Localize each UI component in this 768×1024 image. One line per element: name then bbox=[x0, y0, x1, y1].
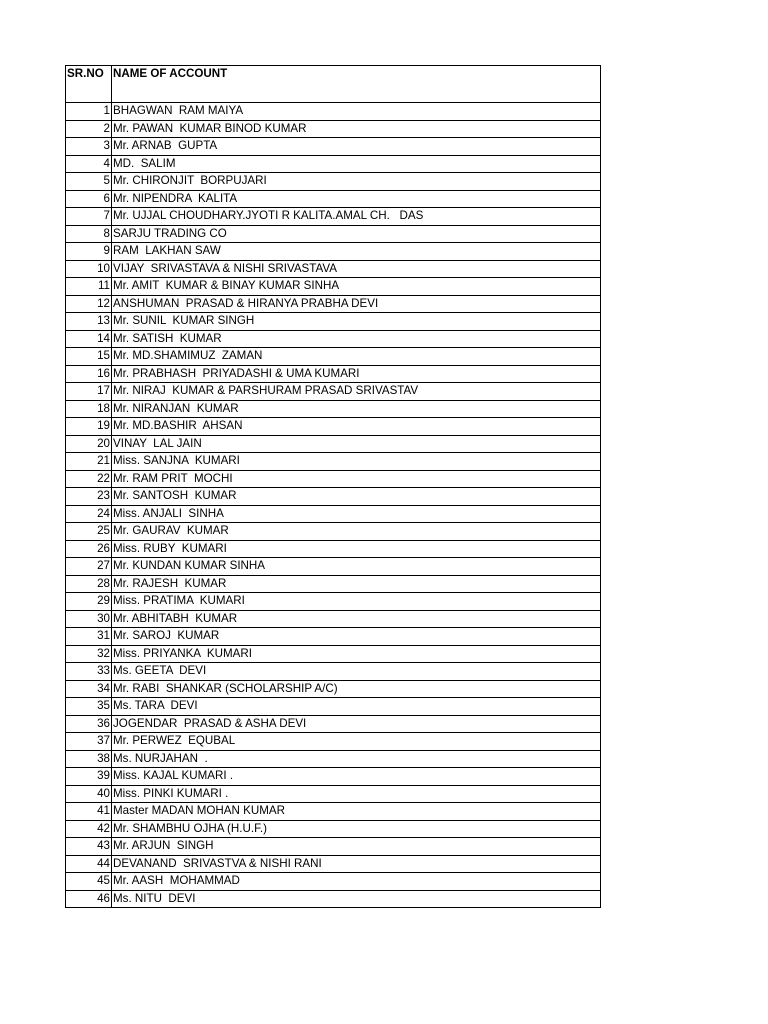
account-name-cell: Ms. GEETA DEVI bbox=[112, 663, 601, 681]
table-row bbox=[66, 680, 601, 698]
account-name-cell: Mr. ARJUN SINGH bbox=[112, 838, 601, 856]
account-name-cell: VINAY LAL JAIN bbox=[112, 435, 601, 453]
sr-no-cell: 36 bbox=[66, 715, 112, 733]
account-name-cell: Mr. NIPENDRA KALITA bbox=[112, 190, 601, 208]
table-row bbox=[66, 820, 601, 838]
account-name-cell: Mr. AASH MOHAMMAD bbox=[112, 873, 601, 891]
sr-no-cell: 35 bbox=[66, 698, 112, 716]
account-name-cell: Mr. SHAMBHU OJHA (H.U.F.) bbox=[112, 820, 601, 838]
account-name-cell: Mr. AMIT KUMAR & BINAY KUMAR SINHA bbox=[112, 278, 601, 296]
sr-no-cell: 38 bbox=[66, 750, 112, 768]
table-row bbox=[66, 383, 601, 401]
table-row bbox=[66, 855, 601, 873]
sr-no-cell: 37 bbox=[66, 733, 112, 751]
table-row bbox=[66, 890, 601, 908]
table-row bbox=[66, 278, 601, 296]
sr-no-cell: 25 bbox=[66, 523, 112, 541]
sr-no-cell: 1 bbox=[66, 103, 112, 121]
accounts-table bbox=[65, 65, 601, 908]
table-row bbox=[66, 505, 601, 523]
table-row bbox=[66, 173, 601, 191]
table-row bbox=[66, 155, 601, 173]
table-row bbox=[66, 120, 601, 138]
account-name-cell: MD. SALIM bbox=[112, 155, 601, 173]
account-name-cell: Miss. PRATIMA KUMARI bbox=[112, 593, 601, 611]
table-row bbox=[66, 295, 601, 313]
account-name-cell: Mr. NIRAJ KUMAR & PARSHURAM PRASAD SRIVASTAV bbox=[112, 383, 601, 401]
table-row bbox=[66, 400, 601, 418]
account-name-cell: Mr. CHIRONJIT BORPUJARI bbox=[112, 173, 601, 191]
table-row bbox=[66, 540, 601, 558]
table-row bbox=[66, 470, 601, 488]
table-row bbox=[66, 733, 601, 751]
account-name-cell: Mr. RABI SHANKAR (SCHOLARSHIP A/C) bbox=[112, 680, 601, 698]
account-name-cell: Master MADAN MOHAN KUMAR bbox=[112, 803, 601, 821]
account-name-cell: Miss. PRIYANKA KUMARI bbox=[112, 645, 601, 663]
table-row bbox=[66, 575, 601, 593]
sr-no-cell: 44 bbox=[66, 855, 112, 873]
table-body bbox=[66, 103, 601, 908]
sr-no-cell: 11 bbox=[66, 278, 112, 296]
sr-no-cell: 4 bbox=[66, 155, 112, 173]
account-name-cell: VIJAY SRIVASTAVA & NISHI SRIVASTAVA bbox=[112, 260, 601, 278]
account-name-cell: Miss. KAJAL KUMARI . bbox=[112, 768, 601, 786]
account-name-cell: Mr. PAWAN KUMAR BINOD KUMAR bbox=[112, 120, 601, 138]
table-row bbox=[66, 225, 601, 243]
account-name-cell: Mr. MD.BASHIR AHSAN bbox=[112, 418, 601, 436]
table-row bbox=[66, 593, 601, 611]
sr-no-cell: 3 bbox=[66, 138, 112, 156]
account-name-cell: SARJU TRADING CO bbox=[112, 225, 601, 243]
account-name-cell: Mr. PRABHASH PRIYADASHI & UMA KUMARI bbox=[112, 365, 601, 383]
table-row bbox=[66, 488, 601, 506]
header-row bbox=[66, 66, 601, 103]
sr-no-cell: 8 bbox=[66, 225, 112, 243]
sr-no-cell: 46 bbox=[66, 890, 112, 908]
sr-no-cell: 32 bbox=[66, 645, 112, 663]
header-sr-no: SR.NO bbox=[66, 66, 112, 103]
table-row bbox=[66, 138, 601, 156]
sr-no-cell: 21 bbox=[66, 453, 112, 471]
table-row bbox=[66, 365, 601, 383]
account-name-cell: Mr. UJJAL CHOUDHARY.JYOTI R KALITA.AMAL CH. DAS bbox=[112, 208, 601, 226]
table-row bbox=[66, 838, 601, 856]
sr-no-cell: 10 bbox=[66, 260, 112, 278]
table-row bbox=[66, 698, 601, 716]
account-name-cell: Mr. SUNIL KUMAR SINGH bbox=[112, 313, 601, 331]
sr-no-cell: 45 bbox=[66, 873, 112, 891]
account-name-cell: Ms. TARA DEVI bbox=[112, 698, 601, 716]
sr-no-cell: 13 bbox=[66, 313, 112, 331]
account-name-cell: Ms. NITU DEVI bbox=[112, 890, 601, 908]
table-row bbox=[66, 768, 601, 786]
account-name-cell: Miss. RUBY KUMARI bbox=[112, 540, 601, 558]
sr-no-cell: 26 bbox=[66, 540, 112, 558]
table-row bbox=[66, 348, 601, 366]
sr-no-cell: 33 bbox=[66, 663, 112, 681]
sr-no-cell: 40 bbox=[66, 785, 112, 803]
table-row bbox=[66, 243, 601, 261]
table-row bbox=[66, 313, 601, 331]
account-name-cell: Mr. ABHITABH KUMAR bbox=[112, 610, 601, 628]
sr-no-cell: 17 bbox=[66, 383, 112, 401]
table-row bbox=[66, 610, 601, 628]
account-name-cell: BHAGWAN RAM MAIYA bbox=[112, 103, 601, 121]
account-name-cell: Mr. GAURAV KUMAR bbox=[112, 523, 601, 541]
sr-no-cell: 16 bbox=[66, 365, 112, 383]
sr-no-cell: 30 bbox=[66, 610, 112, 628]
sr-no-cell: 28 bbox=[66, 575, 112, 593]
account-name-cell: Mr. RAM PRIT MOCHI bbox=[112, 470, 601, 488]
account-name-cell: Mr. SAROJ KUMAR bbox=[112, 628, 601, 646]
sr-no-cell: 9 bbox=[66, 243, 112, 261]
sr-no-cell: 27 bbox=[66, 558, 112, 576]
sr-no-cell: 29 bbox=[66, 593, 112, 611]
table-row bbox=[66, 190, 601, 208]
account-name-cell: DEVANAND SRIVASTVA & NISHI RANI bbox=[112, 855, 601, 873]
sr-no-cell: 22 bbox=[66, 470, 112, 488]
table-row bbox=[66, 435, 601, 453]
account-name-cell: Mr. KUNDAN KUMAR SINHA bbox=[112, 558, 601, 576]
sr-no-cell: 6 bbox=[66, 190, 112, 208]
table-row bbox=[66, 330, 601, 348]
account-name-cell: Mr. ARNAB GUPTA bbox=[112, 138, 601, 156]
sr-no-cell: 19 bbox=[66, 418, 112, 436]
sr-no-cell: 14 bbox=[66, 330, 112, 348]
table-row bbox=[66, 803, 601, 821]
table-row bbox=[66, 558, 601, 576]
account-name-cell: JOGENDAR PRASAD & ASHA DEVI bbox=[112, 715, 601, 733]
account-name-cell: Mr. PERWEZ EQUBAL bbox=[112, 733, 601, 751]
table-row bbox=[66, 750, 601, 768]
table-row bbox=[66, 260, 601, 278]
sr-no-cell: 23 bbox=[66, 488, 112, 506]
table-row bbox=[66, 208, 601, 226]
sr-no-cell: 7 bbox=[66, 208, 112, 226]
table-row bbox=[66, 453, 601, 471]
sr-no-cell: 24 bbox=[66, 505, 112, 523]
header-name-of-account: NAME OF ACCOUNT bbox=[112, 66, 601, 103]
account-name-cell: Mr. SANTOSH KUMAR bbox=[112, 488, 601, 506]
sr-no-cell: 43 bbox=[66, 838, 112, 856]
sr-no-cell: 18 bbox=[66, 400, 112, 418]
sr-no-cell: 42 bbox=[66, 820, 112, 838]
table-row bbox=[66, 645, 601, 663]
sr-no-cell: 15 bbox=[66, 348, 112, 366]
account-name-cell: Miss. SANJNA KUMARI bbox=[112, 453, 601, 471]
account-name-cell: RAM LAKHAN SAW bbox=[112, 243, 601, 261]
table-row bbox=[66, 873, 601, 891]
account-name-cell: Mr. SATISH KUMAR bbox=[112, 330, 601, 348]
table-row bbox=[66, 715, 601, 733]
account-name-cell: Mr. RAJESH KUMAR bbox=[112, 575, 601, 593]
sr-no-cell: 5 bbox=[66, 173, 112, 191]
sr-no-cell: 34 bbox=[66, 680, 112, 698]
account-name-cell: Mr. MD.SHAMIMUZ ZAMAN bbox=[112, 348, 601, 366]
table-row bbox=[66, 785, 601, 803]
sr-no-cell: 31 bbox=[66, 628, 112, 646]
sr-no-cell: 2 bbox=[66, 120, 112, 138]
account-name-cell: Mr. NIRANJAN KUMAR bbox=[112, 400, 601, 418]
sr-no-cell: 39 bbox=[66, 768, 112, 786]
account-name-cell: ANSHUMAN PRASAD & HIRANYA PRABHA DEVI bbox=[112, 295, 601, 313]
table-row bbox=[66, 628, 601, 646]
account-name-cell: Miss. ANJALI SINHA bbox=[112, 505, 601, 523]
table-row bbox=[66, 418, 601, 436]
sr-no-cell: 12 bbox=[66, 295, 112, 313]
table-row bbox=[66, 663, 601, 681]
account-name-cell: Miss. PINKI KUMARI . bbox=[112, 785, 601, 803]
sr-no-cell: 20 bbox=[66, 435, 112, 453]
table-row bbox=[66, 523, 601, 541]
table-row bbox=[66, 103, 601, 121]
account-name-cell: Ms. NURJAHAN . bbox=[112, 750, 601, 768]
sr-no-cell: 41 bbox=[66, 803, 112, 821]
